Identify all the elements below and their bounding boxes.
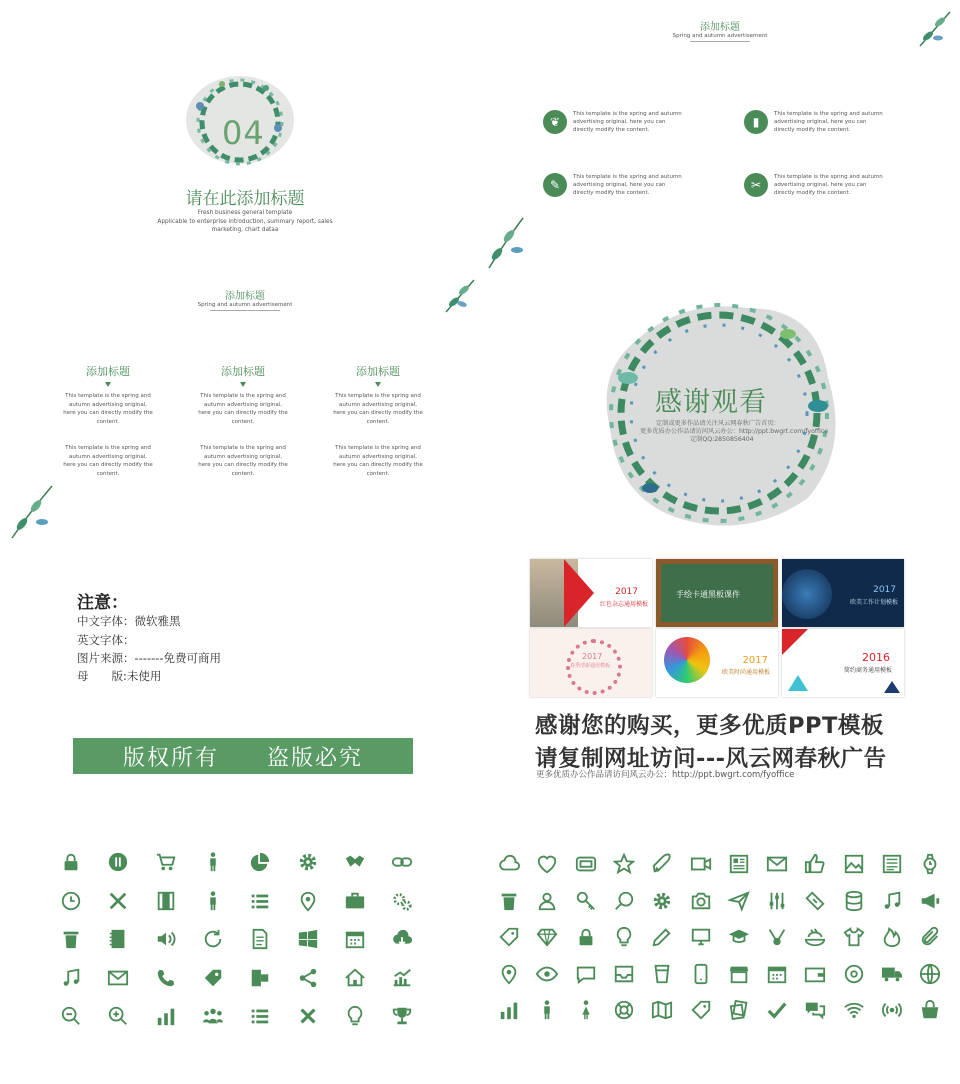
feature-text: This template is the spring and autumn advertising original, here you can directly modify the content. <box>774 174 883 196</box>
slide-subtitle <box>150 209 340 235</box>
divider <box>690 41 750 42</box>
tag-icon <box>496 924 522 950</box>
column-text: This template is the spring and autumn advertising original, here you can directly modify the content. <box>198 393 288 425</box>
person-icon <box>200 888 226 914</box>
thumb-label: 手绘卡通黑板课件 <box>676 590 740 599</box>
pause-icon <box>105 849 131 875</box>
tools-icon <box>105 888 131 914</box>
group-icon <box>200 1003 226 1029</box>
content-column[interactable] <box>193 363 293 478</box>
feature-text: This template is the spring and autumn advertising original, here you can directly modify the content. <box>573 174 682 196</box>
star-icon <box>611 851 637 877</box>
purchase-note: 请复制网址访问---风云网春秋广告 <box>535 746 887 772</box>
disc-icon <box>841 961 867 987</box>
feature-item[interactable] <box>543 173 685 197</box>
scissors-icon: ✂ <box>744 173 768 197</box>
pin-icon <box>496 961 522 987</box>
bulb-icon <box>611 924 637 950</box>
calendar-icon <box>764 961 790 987</box>
tags-icon <box>200 965 226 991</box>
truck-icon <box>879 961 905 987</box>
pin-icon <box>295 888 321 914</box>
inbox-icon <box>611 961 637 987</box>
note-line: 图片来源：-------免费可商用 <box>77 651 222 665</box>
newspaper-icon <box>879 851 905 877</box>
arrow-down-icon <box>105 382 111 387</box>
lifebuoy-icon <box>611 997 637 1023</box>
calendar-icon <box>342 926 368 952</box>
feature-item[interactable] <box>744 173 886 197</box>
volume-icon <box>153 926 179 952</box>
info-line: 更多优质办公作品请访问风云办公：http://ppt.bwgrt.com/fyoffice <box>640 428 829 435</box>
leaf-branch-icon <box>914 8 954 50</box>
cup-icon <box>649 961 675 987</box>
template-thumbnail[interactable] <box>530 559 652 627</box>
chart-up-icon <box>389 965 415 991</box>
home-icon <box>342 965 368 991</box>
column-title: 添加标题 <box>221 365 265 378</box>
windows-icon <box>295 926 321 952</box>
section-title[interactable]: 添加标题 <box>225 291 265 302</box>
divider <box>210 310 280 311</box>
info-line: 定制或更多作品请关注风云网春秋广告首页： <box>656 420 780 427</box>
template-thumbnail[interactable] <box>782 559 904 627</box>
phone-icon <box>153 965 179 991</box>
user-icon <box>534 888 560 914</box>
database-icon <box>841 888 867 914</box>
map-icon <box>649 997 675 1023</box>
food-icon <box>802 924 828 950</box>
template-thumbnail[interactable] <box>782 629 904 697</box>
shop-icon <box>726 961 752 987</box>
book-icon: ▮ <box>744 110 768 134</box>
purchase-thanks: 感谢您的购买，更多优质PPT模板 <box>535 713 884 739</box>
copyright-banner: 版权所有 盗版必究 <box>73 738 413 774</box>
thumb-year: 2016 <box>862 651 890 664</box>
close-icon <box>295 1003 321 1029</box>
subtitle-line: marketing, chart dataa <box>211 227 279 233</box>
copy-icon <box>726 997 752 1023</box>
leaf-branch-icon <box>483 212 531 272</box>
camera-icon <box>688 888 714 914</box>
monitor-icon <box>688 924 714 950</box>
rocket-icon <box>649 851 675 877</box>
zoom-in-icon <box>105 1003 131 1029</box>
megaphone-icon <box>917 888 943 914</box>
female-icon <box>573 997 599 1023</box>
thumb-year: 2017 <box>582 652 603 661</box>
column-text: This template is the spring and autumn advertising original, here you can directly modify the content. <box>63 393 153 425</box>
subtitle-line: Applicable to enterprise introduction, summary report, sales <box>157 218 333 225</box>
lock-icon <box>573 924 599 950</box>
trash-icon <box>58 926 84 952</box>
medal-icon <box>764 924 790 950</box>
document-icon <box>247 926 273 952</box>
check-icon <box>764 997 790 1023</box>
slide-title[interactable]: 请在此添加标题 <box>185 189 305 209</box>
eye-icon <box>534 961 560 987</box>
ticket-icon <box>802 888 828 914</box>
brush-icon: ✎ <box>543 173 567 197</box>
section-title[interactable]: 添加标题 <box>700 22 740 33</box>
bar-chart-icon <box>496 997 522 1023</box>
handshake-icon <box>342 849 368 875</box>
arrow-down-icon <box>240 382 246 387</box>
tv-icon <box>573 851 599 877</box>
thank-you-title[interactable]: 感谢观看 <box>655 387 767 418</box>
shopping-bag-icon <box>917 997 943 1023</box>
note-line: 母 版:未使用 <box>77 669 162 683</box>
thumb-label: 欧美工作计划模板 <box>849 599 898 606</box>
content-column[interactable] <box>58 363 158 478</box>
thumb-year: 2017 <box>615 587 638 597</box>
pencil-icon <box>649 924 675 950</box>
thumb-label: 简约商务通用模板 <box>843 667 892 674</box>
link-icon <box>389 849 415 875</box>
subtitle-line: Fresh business general template <box>197 210 293 216</box>
list-icon <box>247 888 273 914</box>
picture-icon <box>841 851 867 877</box>
pie-icon <box>247 849 273 875</box>
slide-number: 04 <box>222 114 265 152</box>
paper-plane-icon <box>726 888 752 914</box>
template-thumbnail[interactable] <box>530 629 652 697</box>
column-text: This template is the spring and autumn advertising original, here you can directly modify the content. <box>333 445 423 477</box>
projector-icon <box>247 965 273 991</box>
thumb-label: 春季清新通用模板 <box>570 663 611 669</box>
column-text: This template is the spring and autumn advertising original, here you can directly modify the content. <box>198 445 288 477</box>
leaf-branch-icon <box>8 480 58 540</box>
thumb-label: 欧美时尚通用模板 <box>721 669 770 676</box>
leaf-icon: ❦ <box>543 110 567 134</box>
wifi-icon <box>841 997 867 1023</box>
gear-icon <box>295 849 321 875</box>
column-text: This template is the spring and autumn advertising original, here you can directly modify the content. <box>63 445 153 477</box>
bulb-icon <box>342 1003 368 1029</box>
film-icon <box>153 888 179 914</box>
thumb-up-icon <box>802 851 828 877</box>
shirt-icon <box>841 924 867 950</box>
wallet-icon <box>802 961 828 987</box>
briefcase-icon <box>342 888 368 914</box>
mail-icon <box>105 965 131 991</box>
clock-icon <box>58 888 84 914</box>
notebook-icon <box>105 926 131 952</box>
globe-icon <box>917 961 943 987</box>
mobile-icon <box>688 961 714 987</box>
zoom-out-icon <box>58 1003 84 1029</box>
paperclip-icon <box>917 924 943 950</box>
list-icon <box>247 1003 273 1029</box>
feature-text: This template is the spring and autumn advertising original, here you can directly modify the content. <box>774 111 883 133</box>
heart-icon <box>534 851 560 877</box>
section-subtitle: Spring and autumn advertisement <box>672 33 768 39</box>
gear-icon <box>649 888 675 914</box>
trophy-icon <box>389 1003 415 1029</box>
template-thumbnail[interactable] <box>656 559 778 627</box>
content-column[interactable] <box>328 363 428 478</box>
key-icon <box>573 888 599 914</box>
chat-icon <box>573 961 599 987</box>
template-thumbnail[interactable] <box>656 629 778 697</box>
graduation-icon <box>726 924 752 950</box>
section-header <box>180 287 310 311</box>
note-heading: 注意： <box>77 593 128 613</box>
feature-item[interactable] <box>744 110 886 134</box>
tag-icon <box>688 997 714 1023</box>
leaf-branch-icon <box>442 276 478 316</box>
feature-item[interactable] <box>543 110 685 134</box>
gears-icon <box>389 888 415 914</box>
male-icon <box>534 997 560 1023</box>
news-icon <box>726 851 752 877</box>
diamond-icon <box>534 924 560 950</box>
purchase-url[interactable]: 更多优质办公作品请访问风云办公：http://ppt.bwgrt.com/fyoffice <box>536 770 795 780</box>
bar-chart-icon <box>153 1003 179 1029</box>
cloud-download-icon <box>389 926 415 952</box>
thumb-year: 2017 <box>742 655 768 666</box>
arrow-down-icon <box>375 382 381 387</box>
section-header <box>660 18 780 42</box>
sliders-icon <box>764 888 790 914</box>
fire-icon <box>879 924 905 950</box>
search-icon <box>611 888 637 914</box>
watch-icon <box>917 851 943 877</box>
feature-text: This template is the spring and autumn advertising original, here you can directly modify the content. <box>573 111 682 133</box>
thumb-year: 2017 <box>873 585 896 595</box>
cloud-icon <box>496 851 522 877</box>
share-icon <box>295 965 321 991</box>
cart-icon <box>153 849 179 875</box>
column-title: 添加标题 <box>86 365 130 378</box>
column-text: This template is the spring and autumn advertising original, here you can directly modify the content. <box>333 393 423 425</box>
music-icon <box>879 888 905 914</box>
note-line: 中文字体：微软雅黑 <box>77 614 181 628</box>
chat-bubbles-icon <box>802 997 828 1023</box>
video-icon <box>688 851 714 877</box>
signal-icon <box>879 997 905 1023</box>
lock-icon <box>58 849 84 875</box>
section-subtitle: Spring and autumn advertisement <box>197 302 293 308</box>
person-icon <box>200 849 226 875</box>
thumb-label: 红色杂志通用模板 <box>599 601 648 608</box>
refresh-icon <box>200 926 226 952</box>
music-icon <box>58 965 84 991</box>
note-line: 英文字体： <box>77 633 135 647</box>
trash-icon <box>496 888 522 914</box>
column-title: 添加标题 <box>356 365 400 378</box>
info-line: 定制QQ:2850856404 <box>690 436 754 443</box>
envelope-icon <box>764 851 790 877</box>
